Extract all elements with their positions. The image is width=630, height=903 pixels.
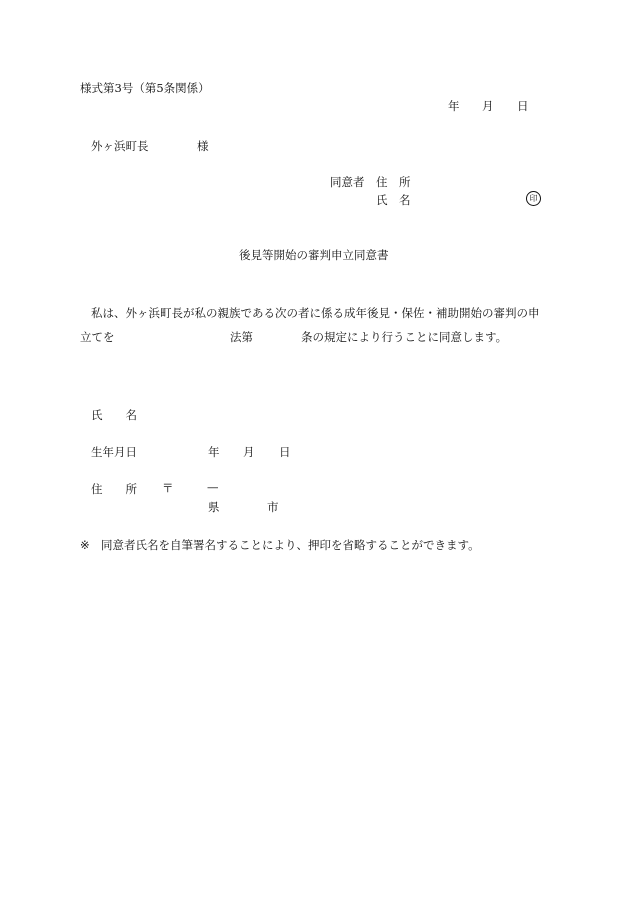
- subject-birth-label: 生年月日: [91, 445, 137, 459]
- consenter-label: 同意者: [330, 175, 365, 189]
- seal-icon: 印: [526, 191, 541, 206]
- subject-city: 市: [267, 500, 279, 514]
- consenter-address-label: 住 所: [376, 175, 411, 189]
- date-month: 月: [482, 99, 494, 113]
- subject-birth-day: 日: [279, 445, 291, 459]
- addressee-honorific: 様: [197, 139, 209, 153]
- addressee-name: 外ヶ浜町長: [91, 139, 149, 153]
- subject-birth-month: 月: [243, 445, 255, 459]
- body-line-2a: 立てを: [80, 330, 115, 344]
- date-year: 年: [448, 99, 460, 113]
- body-line-2b: 法第: [230, 330, 253, 344]
- form-number: 様式第3号（第5条関係）: [80, 81, 210, 95]
- subject-name-label: 氏 名: [91, 408, 137, 422]
- subject-birth-year: 年: [208, 445, 220, 459]
- consenter-name-label: 氏 名: [376, 193, 411, 207]
- postal-mark: 〒: [162, 481, 174, 495]
- body-line-1: 私は、外ヶ浜町長が私の親族である次の者に係る成年後見・保佐・補助開始の審判の申: [91, 306, 540, 320]
- note-text: 同意者氏名を自筆署名することにより、押印を省略することができます。: [101, 538, 480, 552]
- subject-prefecture: 県: [208, 500, 220, 514]
- subject-address-label: 住 所: [91, 482, 137, 496]
- date-day: 日: [517, 99, 529, 113]
- document-title: 後見等開始の審判申立同意書: [239, 248, 389, 262]
- body-line-2c: 条の規定により行うことに同意します。: [301, 330, 508, 344]
- postal-dash: —: [207, 480, 219, 494]
- note-mark: ※: [80, 538, 90, 552]
